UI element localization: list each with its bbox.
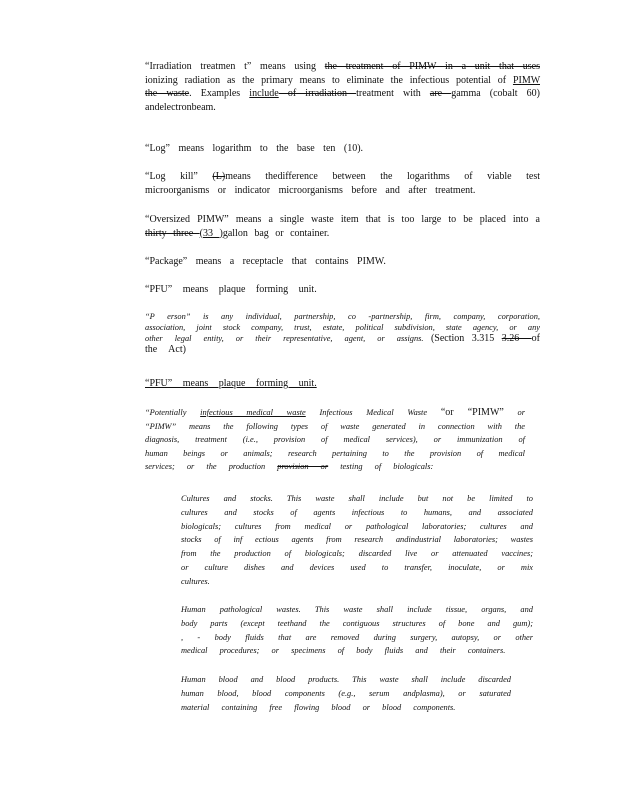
blood-text: Human blood and blood products. This waste shall include discarded human blood, blood components (e.g., serum andplasma), or saturated material containing free flowing blood or blood components. [181, 675, 511, 712]
person-text: “P erson” is any individual, partnership, co -partnership, firm, company, corporation, association, joint stock company, trust, estate, political subdivision, state agency, or any other legal entity, or their representative, agent, or assigns. [145, 312, 540, 343]
underlined-text: infectious medical waste [200, 408, 306, 417]
log-text: “Log” means logarithm to the base ten (10). [145, 143, 364, 154]
log-kill-definition [145, 170, 540, 197]
strikethrough-text: provision or [277, 462, 329, 471]
pimw-quoted-term: “or “PIMW” [440, 407, 504, 418]
pimw-text: testing of biologicals: [328, 462, 434, 471]
section-reference: (Section 3.315 [423, 333, 502, 344]
human-pathological-wastes-item [181, 603, 533, 658]
irradiation-text: ionizing radiation as the primary means to eliminate the infectious potential of [145, 74, 513, 86]
underlined-text: PIMW [512, 74, 540, 86]
package-definition [145, 255, 540, 269]
cultures-and-stocks-item [181, 492, 533, 589]
log-kill-text: means thedifference between the logarithms of viable test microorganisms or indicator microorganisms before and after treatment. [145, 171, 541, 196]
pathological-text: Human pathological wastes. This waste shall include tissue, organs, and body parts (except teethand the contiguous structures of bone and gum); , - body fluids that are removed during surgery, autopsy, or other medical procedures; or specimens of body fluids and their containers. [181, 605, 533, 656]
pfu-text: “PFU” means plaque forming unit. [145, 284, 317, 295]
pfu-definition [145, 283, 540, 297]
irradiation-text: treatment with [356, 88, 430, 99]
oversized-pimw-definition [145, 213, 540, 240]
strikethrough-text: the treatment of PIMW in a unit that uses [324, 61, 540, 72]
irradiation-text: gamma (cobalt 60) andelectronbeam. [145, 88, 541, 113]
oversized-text: “Oversized PIMW” means a single waste item that is too large to be placed into a [145, 214, 540, 225]
log-definition [145, 142, 540, 156]
pimw-definition [145, 406, 525, 474]
cultures-text: Cultures and stocks. This waste shall include but not be limited to cultures and stocks of agents infectious to humans, and associated biologicals; cultures from medical or pathological laboratories; cultures and stocks of inf ectious agents from research andindustrial laboratories; wastes from the production of biologicals; discarded live or attenuated vaccines; or culture dishes and devices used to transfer, inoculate, or mix cultures. [181, 494, 533, 586]
pimw-text: or “PIMW” means the following types of waste generated in connection with the diagnosis, treatment (i.e., provision of medical services), or immunization of human beings or animals; research pertaining to the provision of medical services; or the production [145, 408, 526, 471]
section-reference: of the Act) [145, 333, 540, 355]
pfu-definition-underlined [145, 377, 540, 391]
strikethrough-text: 3.26 [501, 333, 532, 344]
oversized-text: gallon bag or container. [222, 227, 330, 239]
package-text: “Package” means a receptacle that contains PIMW. [145, 256, 386, 267]
log-kill-text: “Log kill” [145, 171, 213, 182]
pimw-text: “Potentially [145, 408, 201, 417]
irradiation-definition [145, 60, 540, 114]
strikethrough-text: are [429, 88, 452, 99]
underlined-text: include [249, 88, 279, 99]
pimw-text: Infectious Medical Waste [305, 408, 441, 417]
strikethrough-text: (L) [212, 171, 226, 182]
human-blood-products-item [181, 673, 511, 714]
irradiation-text: . Examples [189, 88, 250, 99]
irradiation-text: “Irradiation treatmen t” means using [145, 61, 325, 72]
pfu-underlined-text: “PFU” means plaque forming unit. [145, 378, 317, 389]
underlined-text: (33 ) [199, 227, 223, 239]
strikethrough-text: the waste [145, 88, 190, 99]
strikethrough-text: of irradiation [278, 88, 357, 99]
strikethrough-text: thirty three [145, 227, 200, 239]
person-definition [145, 311, 540, 355]
